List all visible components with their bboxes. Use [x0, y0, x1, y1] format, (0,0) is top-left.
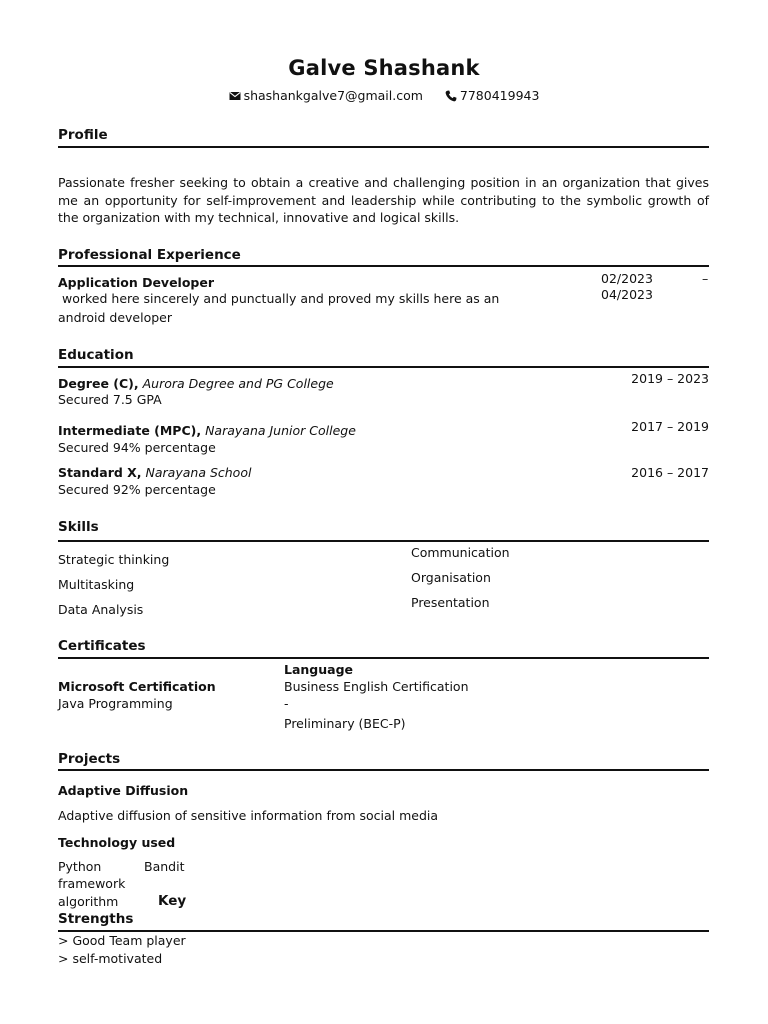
education-divider	[58, 366, 709, 368]
phone-text: 7780419943	[459, 88, 540, 103]
project-description: Adaptive diffusion of sensitive information from social media	[58, 808, 439, 823]
education-entry-degree	[58, 376, 334, 391]
certificates-heading: Certificates	[58, 638, 146, 654]
education-entry-standard	[58, 465, 251, 480]
education-school: Narayana School	[145, 465, 252, 480]
education-degree: Standard X,	[58, 465, 142, 480]
strengths-divider	[58, 930, 709, 932]
phone-icon	[445, 90, 457, 102]
certificate-subtitle: Java Programming	[58, 696, 173, 711]
skill-item: Organisation	[411, 570, 491, 585]
technology-item: Python	[58, 859, 102, 874]
experience-date-dash: –	[702, 271, 709, 286]
projects-divider	[58, 769, 709, 771]
skill-item: Communication	[411, 545, 510, 560]
experience-divider	[58, 265, 709, 267]
profile-text: Passionate fresher seeking to obtain a creative and challenging position in an organization that gives me an opportunity for self-improvement and leadership while contributing to the symbolic growth of the organization with my technical, innovative and logical skills.	[58, 175, 709, 225]
email-contact[interactable]	[229, 88, 423, 103]
education-school: Narayana Junior College	[205, 423, 356, 438]
education-result: Secured 7.5 GPA	[58, 392, 162, 407]
skill-item: Presentation	[411, 595, 490, 610]
candidate-name: Galve Shashank	[288, 56, 480, 80]
projects-heading: Projects	[58, 751, 121, 767]
certificate-title: Language	[284, 662, 354, 677]
technology-item: framework	[58, 876, 126, 891]
education-entry-intermediate	[58, 423, 356, 438]
email-text: shashankgalve7@gmail.com	[243, 88, 423, 103]
key-label: Key	[158, 893, 187, 909]
contact-line	[0, 88, 768, 105]
phone-contact[interactable]	[445, 88, 540, 103]
certificate-subtitle: Business English Certification	[284, 679, 469, 694]
profile-divider	[58, 146, 709, 148]
project-name: Adaptive Diffusion	[58, 783, 189, 798]
education-result: Secured 94% percentage	[58, 440, 216, 455]
skill-item: Multitasking	[58, 577, 135, 592]
education-years: 2016 – 2017	[631, 465, 709, 480]
skill-item: Strategic thinking	[58, 552, 170, 567]
experience-description-line1: worked here sincerely and punctually and proved my skills here as an	[62, 291, 500, 306]
technology-heading: Technology used	[58, 835, 176, 850]
strength-item: > self-motivated	[58, 951, 163, 966]
certificate-title: Microsoft Certification	[58, 679, 216, 694]
experience-description-line2: android developer	[58, 310, 173, 325]
technology-item: Bandit	[144, 859, 185, 874]
education-degree: Degree (C),	[58, 376, 139, 391]
education-degree: Intermediate (MPC),	[58, 423, 202, 438]
certificates-divider	[58, 657, 709, 659]
skills-heading: Skills	[58, 519, 99, 535]
certificate-subtitle-cont: Preliminary (BEC-P)	[284, 716, 406, 731]
education-school: Aurora Degree and PG College	[142, 376, 334, 391]
strength-item: > Good Team player	[58, 933, 186, 948]
experience-role: Application Developer	[58, 275, 215, 290]
education-years: 2019 – 2023	[631, 371, 709, 386]
envelope-icon	[229, 90, 241, 102]
education-heading: Education	[58, 347, 134, 363]
skill-item: Data Analysis	[58, 602, 144, 617]
experience-date-start: 02/2023	[601, 271, 653, 286]
skills-divider	[58, 540, 709, 542]
technology-item: algorithm	[58, 894, 119, 909]
profile-heading: Profile	[58, 127, 108, 143]
certificate-dash: -	[284, 696, 289, 711]
experience-date-end: 04/2023	[601, 287, 653, 302]
experience-heading: Professional Experience	[58, 247, 241, 263]
education-years: 2017 – 2019	[631, 419, 709, 434]
education-result: Secured 92% percentage	[58, 482, 216, 497]
strengths-heading: Strengths	[58, 911, 134, 927]
